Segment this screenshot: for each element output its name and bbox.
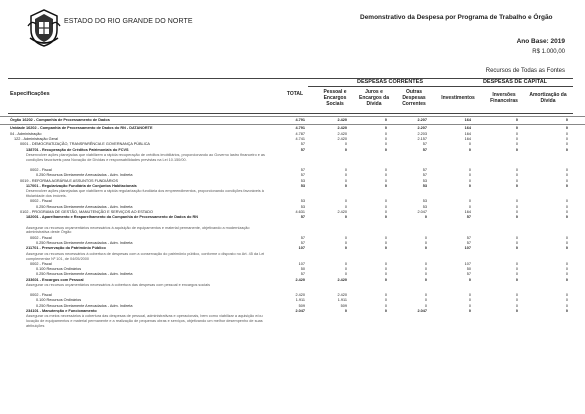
cell-outras: 57 [422,142,427,147]
row-label: 182001 - Aparelhamento e Reaparelhamento da Companhia de Processamento de Dados do RN [26,215,199,220]
cell-inversoes: 0 [515,118,518,122]
cell-total: 50 [300,267,305,272]
description-row [0,252,585,262]
cell-investimentos: 0 [468,173,471,178]
cell-outras: 0 [424,267,427,272]
cell-inversoes: 0 [515,246,518,251]
cell-amortizacao: 0 [565,215,568,220]
cell-inversoes: 0 [515,147,518,152]
cell-total: 53 [300,204,305,209]
cell-inversoes: 0 [515,125,518,130]
cell-juros: 0 [384,118,387,122]
cell-juros: 0 [384,199,387,204]
cell-outras: 2.207 [417,118,427,122]
cell-investimentos: 0 [468,178,471,183]
cell-amortizacao: 0 [565,183,568,188]
cell-total: 57 [300,147,305,152]
pessoal-header: Pessoal e Encargos Sociais [323,89,347,108]
cell-total: 57 [300,272,305,277]
description-row [0,314,585,329]
cell-pessoal: 0 [344,199,347,204]
cell-pessoal: 2.420 [337,118,347,122]
cell-total: 107 [298,246,305,251]
cell-total: 57 [300,241,305,245]
cell-pessoal: 0 [344,183,347,188]
cell-outras: 57 [422,173,427,178]
investimentos-header: Investimentos [441,95,475,101]
description-row [0,153,585,168]
cell-pessoal: 2.420 [337,131,347,136]
row-label: 0001 - DEMOCRATIZAÇÃO, TRANSPARÊNCIA E GOVERNANÇA PÚBLICA [20,142,150,147]
cell-total: 2.420 [295,293,305,298]
currency-unit: R$ 1.000,00 [532,49,565,55]
cell-inversoes: 0 [515,261,518,266]
row-label: 0.250 Recursos Diretamente Arrecadados - Adm. Indireta [36,303,133,308]
cell-inversoes: 0 [515,241,518,245]
cell-inversoes: 0 [515,199,518,204]
table-row [0,116,585,124]
cell-juros: 0 [384,131,387,136]
cell-total: 53 [300,178,305,183]
row-label: 0019 - REFORMA AGRÁRIA E ASSUNTOS FUNDIÁRIOS [20,178,119,183]
cell-juros: 0 [384,173,387,178]
row-label: 0.100 Recursos Ordinários [36,298,82,303]
cell-juros: 0 [384,168,387,173]
cell-juros: 0 [384,293,387,298]
cell-amortizacao: 0 [565,277,568,282]
cell-pessoal: 2.420 [337,137,347,142]
cell-outras: 0 [424,298,427,303]
cell-juros: 0 [384,125,387,130]
row-description: Assegurar os meios necessários à cobertura das despesas de pessoal, administrativas e operacionais, bem como viabilizar a aquisição e/ou locação de equipamentos e material permanente e a realização de pequenas obras e serviços, objetivando um melhor desempenho de suas atribuições [26,314,263,329]
cell-investimentos: 0 [468,168,471,173]
description-row [0,283,585,293]
cell-inversoes: 0 [515,215,518,220]
correntes-group-header: DESPESAS CORRENTES [356,79,423,85]
cell-inversoes: 0 [515,267,518,272]
cell-investimentos: 107 [464,261,471,266]
cell-amortizacao: 0 [565,142,568,147]
row-label: 04 - Administração [10,131,42,136]
row-label: 0002 - Fiscal [30,235,52,240]
cell-amortizacao: 0 [565,168,568,173]
cell-inversoes: 0 [515,173,518,178]
cell-pessoal: 2.420 [337,293,347,298]
cell-inversoes: 0 [515,168,518,173]
cell-investimentos: 164 [464,210,471,215]
cell-investimentos: 0 [468,142,471,147]
cell-pessoal: 0 [344,178,347,183]
state-name: ESTADO DO RIO GRANDE DO NORTE [64,18,193,25]
cell-total: 57 [300,168,305,173]
cell-juros: 0 [384,215,387,220]
cell-outras: 0 [424,272,427,277]
cell-amortizacao: 0 [565,178,568,183]
cell-pessoal: 0 [344,204,347,209]
cell-pessoal: 0 [344,215,347,220]
cell-juros: 0 [384,277,387,282]
row-description: Assegurar os recursos orçamentários necessários à aquisição de equipamentos e material permanente, objetivando a modernização administrativa deste Órgão [26,225,250,235]
cell-outras: 0 [424,235,427,240]
row-label: 0.100 Recursos Ordinários [36,267,82,272]
cell-juros: 0 [384,298,387,303]
row-label: Órgão 16202 - Companhia de Processamento de Dados [10,118,110,122]
cell-total: 107 [298,261,305,266]
cell-juros: 0 [384,303,387,308]
cell-amortizacao: 0 [565,246,568,251]
cell-outras: 0 [424,261,427,266]
cell-outras: 57 [422,168,427,173]
cell-total: 4.791 [295,125,305,130]
cell-inversoes: 0 [515,204,518,209]
row-label: 117001 - Regularização Fundiária de Conjuntos Habitacionais [26,183,137,188]
row-label: 0002 - Fiscal [30,168,52,173]
especificacoes-header: Especificações [10,91,50,97]
row-label: 0.250 Recursos Diretamente Arrecadados - Adm. Indireta [36,204,133,209]
cell-outras: 57 [422,147,427,152]
cell-outras: 2.047 [417,210,427,215]
cell-pessoal: 0 [344,168,347,173]
state-coat-of-arms-icon [27,8,61,48]
row-label: 0002 - Fiscal [30,293,52,298]
cell-total: 509 [298,303,305,308]
cell-total: 4.741 [295,137,305,142]
cell-juros: 0 [384,261,387,266]
cell-inversoes: 0 [515,235,518,240]
row-description: Assegurar os recursos orçamentários necessários à cobertura das despesas com pessoal e encargos sociais [26,282,211,287]
row-label: 122 - Administração Geral [14,137,58,142]
amortizacao-header: Amortização da Dívida [529,92,567,105]
row-description: Desenvolver ações planejadas que viabilizem a rápida regularização fundiária dos empreendimentos, proporcionando condições favoráveis à titularidade dos imóveis. [26,189,264,199]
cell-outras: 0 [424,303,427,308]
cell-investimentos: 164 [464,131,471,136]
cell-amortizacao: 0 [565,272,568,277]
cell-amortizacao: 0 [565,131,568,136]
cell-amortizacao: 0 [565,137,568,142]
cell-amortizacao: 0 [565,173,568,178]
cell-inversoes: 0 [515,183,518,188]
row-label: 0002 - Fiscal [30,199,52,204]
cell-outras: 0 [424,241,427,245]
cell-amortizacao: 0 [565,293,568,298]
cell-outras: 2.203 [417,131,427,136]
cell-investimentos: 0 [468,303,471,308]
cell-investimentos: 0 [468,298,471,303]
cell-total: 57 [300,235,305,240]
cell-inversoes: 0 [515,142,518,147]
row-label: 211701 - Preservação do Patrimônio Público [26,246,106,251]
cell-amortizacao: 0 [565,267,568,272]
cell-pessoal: 0 [344,173,347,178]
cell-outras: 53 [422,204,427,209]
cell-total: 4.791 [295,118,305,122]
cell-total: 57 [300,215,305,220]
cell-amortizacao: 0 [565,204,568,209]
description-row [0,189,585,199]
cell-pessoal: 0 [344,261,347,266]
cell-total: 1.911 [295,298,305,303]
cell-amortizacao: 0 [565,118,568,122]
cell-pessoal: 2.420 [337,210,347,215]
cell-inversoes: 0 [515,210,518,215]
cell-outras: 0 [424,277,427,282]
resource-source: Recursos de Todas as Fontes [485,68,565,74]
cell-outras: 2.047 [417,309,427,314]
cell-juros: 0 [384,142,387,147]
cell-investimentos: 164 [464,125,471,130]
cell-investimentos: 57 [466,241,471,245]
row-label: 138701 - Recuperação de Créditos Patrimoniais do FCVS [26,147,129,152]
cell-total: 2.420 [295,277,305,282]
cell-amortizacao: 0 [565,125,568,130]
cell-investimentos: 0 [468,293,471,298]
row-label: 233601 - Encargos com Pessoal [26,277,84,282]
cell-total: 53 [300,199,305,204]
cell-outras: 2.207 [417,125,427,130]
cell-investimentos: 57 [466,272,471,277]
base-year: Ano Base: 2019 [516,38,565,45]
description-row [0,226,585,236]
cell-amortizacao: 0 [565,241,568,245]
cell-inversoes: 0 [515,277,518,282]
cell-investimentos: 0 [468,204,471,209]
cell-total: 4.631 [295,210,305,215]
cell-juros: 0 [384,235,387,240]
cell-inversoes: 0 [515,178,518,183]
report-title: Demonstrativo da Despesa por Programa de Trabalho e Órgão [360,14,553,21]
row-label: 0102 - PROGRAMA DE GESTÃO, MANUTENÇÃO E SERVIÇOS AO ESTADO [20,210,153,215]
cell-outras: 53 [422,178,427,183]
cell-investimentos: 0 [468,277,471,282]
cell-juros: 0 [384,147,387,152]
row-label: 0.250 Recursos Diretamente Arrecadados - Adm. Indireta [36,241,133,245]
cell-pessoal: 2.420 [337,125,347,130]
cell-inversoes: 0 [515,309,518,314]
cell-inversoes: 0 [515,303,518,308]
outras-header: Outras Despesas Correntes [402,89,426,108]
group-rule [308,86,573,87]
row-label: 0.250 Recursos Diretamente Arrecadados - Adm. Indireta [36,173,133,178]
cell-amortizacao: 0 [565,309,568,314]
cell-investimentos: 57 [466,235,471,240]
cell-pessoal: 0 [344,147,347,152]
cell-investimentos: 57 [466,215,471,220]
cell-pessoal: 0 [344,272,347,277]
row-description: Desenvolver ações planejadas que viabilizem a rápida recuperação de créditos imobiliários, proporcionando ao Governo lastro financeiro e as condições favoráveis para Novação de Dívidas e responsabilidades previstas na Lei 10.150/00. [26,152,265,162]
cell-juros: 0 [384,178,387,183]
cell-inversoes: 0 [515,131,518,136]
cell-pessoal: 0 [344,241,347,245]
cell-amortizacao: 0 [565,298,568,303]
cell-juros: 0 [384,267,387,272]
cell-juros: 0 [384,137,387,142]
cell-amortizacao: 0 [565,235,568,240]
capital-group-header: DESPESAS DE CAPITAL [482,79,548,85]
table-row [0,215,585,225]
cell-investimentos: 0 [468,147,471,152]
cell-investimentos: 0 [468,309,471,314]
cell-investimentos: 0 [468,183,471,188]
row-label: 234101 - Manutenção e Funcionamento [26,309,97,314]
cell-amortizacao: 0 [565,303,568,308]
expense-table [0,116,585,329]
cell-juros: 0 [384,210,387,215]
table-row [0,124,585,132]
cell-investimentos: 164 [464,137,471,142]
cell-amortizacao: 0 [565,199,568,204]
cell-inversoes: 0 [515,298,518,303]
cell-inversoes: 0 [515,293,518,298]
cell-investimentos: 0 [468,199,471,204]
cell-inversoes: 0 [515,272,518,277]
cell-pessoal: 0 [344,267,347,272]
cell-amortizacao: 0 [565,147,568,152]
cell-pessoal: 0 [344,235,347,240]
cell-total: 2.047 [295,309,305,314]
cell-inversoes: 0 [515,137,518,142]
cell-total: 53 [300,183,305,188]
total-header: TOTAL [286,91,304,97]
cell-investimentos: 50 [466,267,471,272]
cell-juros: 0 [384,272,387,277]
cell-total: 57 [300,142,305,147]
row-description: Assegurar os recursos necessários à cobertura de despesas com a conservação do patrimônio público, conforme o disposto no Art. 45 da Lei complementar Nº 101, de 04/05/2000 [26,251,265,261]
cell-investimentos: 107 [464,246,471,251]
row-label: Unidade 16202 - Companhia de Processamento de Dados do RN - DATANORTE [10,125,153,130]
cell-total: 4.787 [295,131,305,136]
cell-outras: 53 [422,199,427,204]
cell-outras: 0 [424,215,427,220]
inversoes-header: Inversões Financeiras [490,92,518,105]
cell-total: 57 [300,173,305,178]
row-label: 0002 - Fiscal [30,261,52,266]
cell-juros: 0 [384,246,387,251]
cell-pessoal: 1.911 [337,298,347,303]
cell-amortizacao: 0 [565,210,568,215]
header-bottom-rule [8,113,573,114]
cell-outras: 0 [424,293,427,298]
cell-outras: 0 [424,246,427,251]
cell-juros: 0 [384,183,387,188]
cell-investimentos: 164 [464,118,471,122]
juros-header: Juros e Encargos da Dívida [358,89,389,108]
row-label: 0.250 Recursos Diretamente Arrecadados - Adm. Indireta [36,272,133,277]
cell-juros: 0 [384,309,387,314]
cell-amortizacao: 0 [565,261,568,266]
cell-outras: 2.157 [417,137,427,142]
cell-pessoal: 0 [344,309,347,314]
cell-juros: 0 [384,241,387,245]
cell-pessoal: 0 [344,246,347,251]
cell-juros: 0 [384,204,387,209]
cell-pessoal: 2.420 [337,277,347,282]
cell-pessoal: 509 [340,303,347,308]
cell-pessoal: 0 [344,142,347,147]
cell-outras: 53 [422,183,427,188]
